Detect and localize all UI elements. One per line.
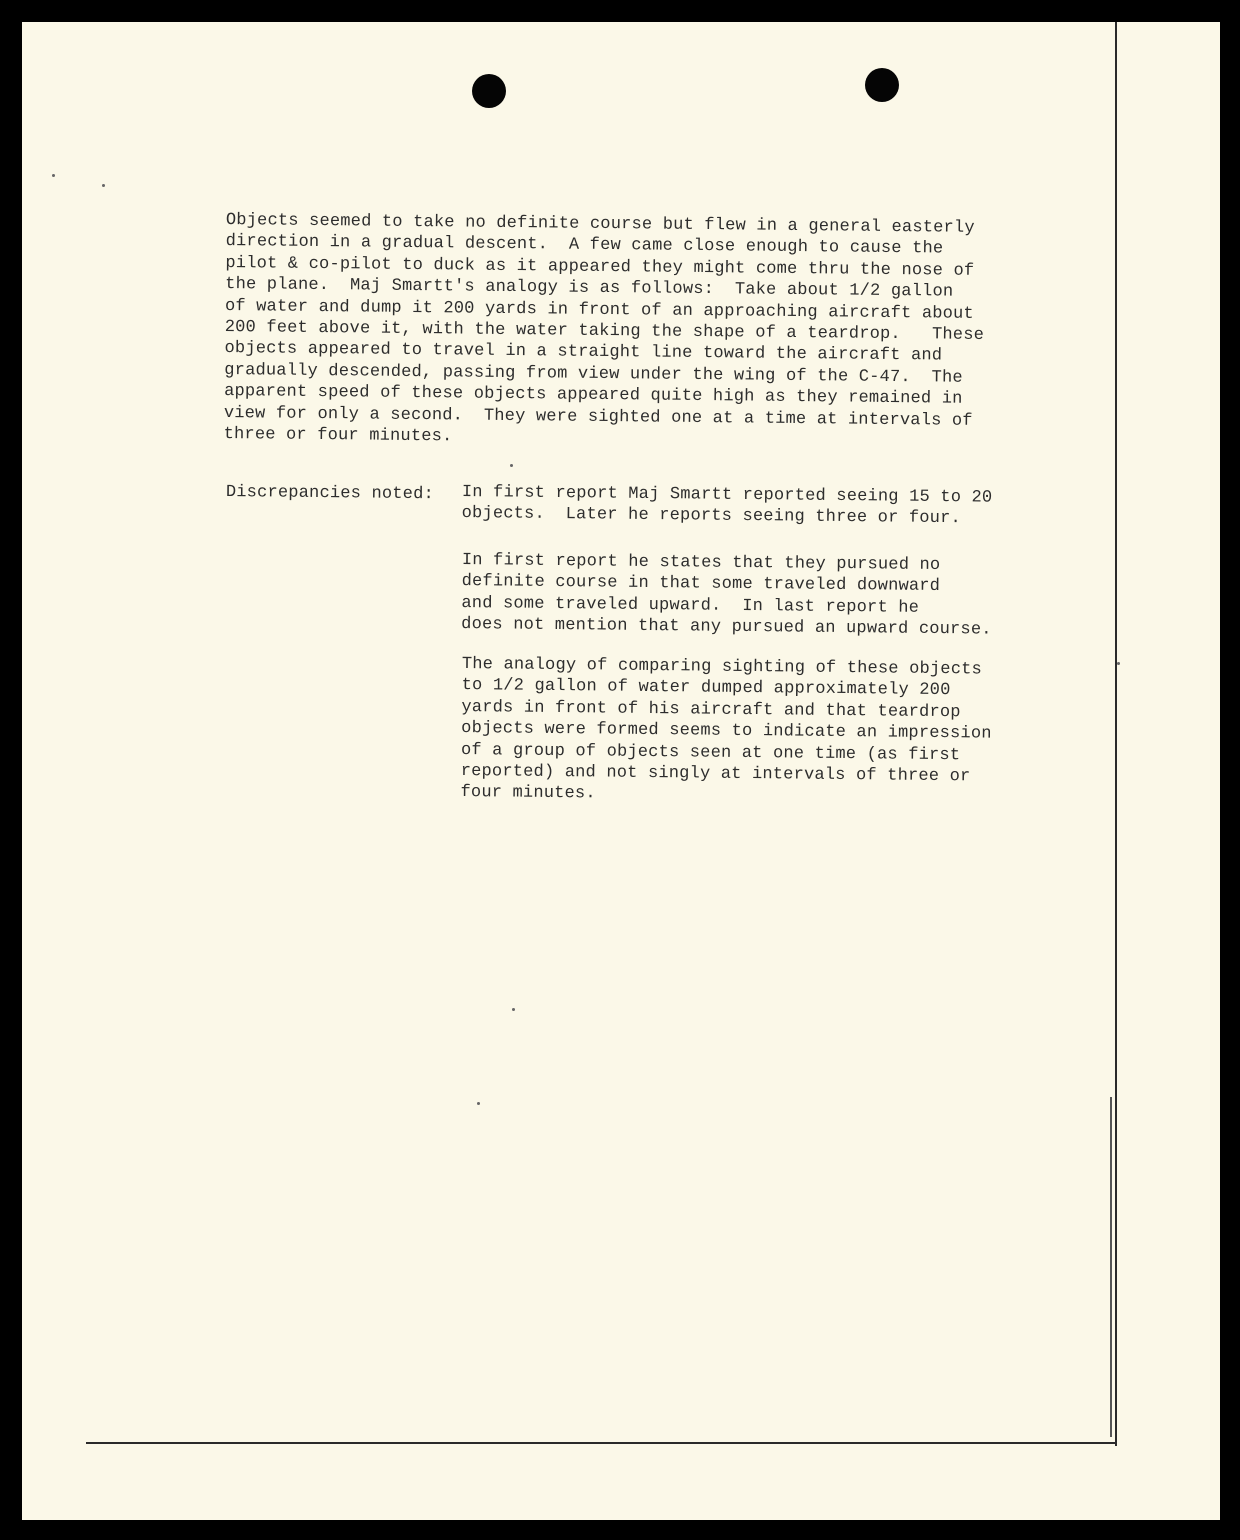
discrepancy-line: objects were formed seems to indicate an impression xyxy=(461,719,992,744)
discrepancy-line: does not mention that any pursued an upward course. xyxy=(461,615,992,640)
punch-hole-right xyxy=(865,68,899,102)
right-border-line xyxy=(1115,22,1117,1446)
speck xyxy=(102,184,105,187)
body-line: direction in a gradual descent. A few came close enough to cause the xyxy=(225,232,944,259)
discrepancy-line: definite course in that some traveled downward xyxy=(461,572,941,597)
body-line: gradually descended, passing from view under the wing of the C-47. The xyxy=(224,360,963,388)
body-paragraph xyxy=(224,210,986,453)
body-line: 200 feet above it, with the water taking the shape of a teardrop. These xyxy=(224,318,985,345)
discrepancy-line: objects. Later he reports seeing three or four. xyxy=(461,504,962,529)
discrepancies-label: Discrepancies noted: xyxy=(225,482,435,505)
speck xyxy=(477,1102,480,1105)
body-line: three or four minutes. xyxy=(223,425,453,447)
discrepancy-line: yards in front of his aircraft and that teardrop xyxy=(461,697,961,723)
discrepancy-line: and some traveled upward. In last report he xyxy=(461,593,920,618)
punch-hole-left xyxy=(472,74,506,108)
speck xyxy=(512,1008,515,1011)
body-line: of water and dump it 200 yards in front of an approaching aircraft about xyxy=(224,296,974,324)
bottom-border-line xyxy=(86,1442,1117,1444)
discrepancy-line: to 1/2 gallon of water dumped approximately 200 xyxy=(461,676,951,701)
margin-mark xyxy=(1110,1097,1112,1437)
discrepancy-line: of a group of objects seen at one time (as first xyxy=(460,740,961,765)
discrepancy-line: The analogy of comparing sighting of these objects xyxy=(461,654,983,680)
body-line: view for only a second. They were sighted one at a time at intervals of xyxy=(223,403,973,431)
body-line: pilot & co-pilot to duck as it appeared they might come thru the nose of xyxy=(225,253,975,281)
body-line: the plane. Maj Smartt's analogy is as follows: Take about 1/2 gallon xyxy=(225,275,954,302)
speck xyxy=(510,464,513,467)
body-line: Objects seemed to take no definite course but flew in a general easterly xyxy=(225,210,975,238)
discrepancy-item xyxy=(461,550,992,641)
discrepancy-item xyxy=(462,482,993,530)
discrepancy-line: four minutes. xyxy=(460,783,596,804)
body-line: apparent speed of these objects appeared quite high as they remained in xyxy=(223,382,963,409)
body-line: objects appeared to travel in a straight line toward the aircraft and xyxy=(224,339,943,366)
discrepancy-line: reported) and not singly at intervals of three or xyxy=(460,762,971,787)
discrepancy-line: In first report Maj Smartt reported seeing 15 to 20 xyxy=(461,482,993,508)
speck xyxy=(52,174,55,177)
discrepancy-item xyxy=(460,654,992,809)
document-page xyxy=(22,22,1220,1520)
speck xyxy=(1117,662,1120,665)
discrepancy-line: In first report he states that they pursued no xyxy=(461,550,941,576)
